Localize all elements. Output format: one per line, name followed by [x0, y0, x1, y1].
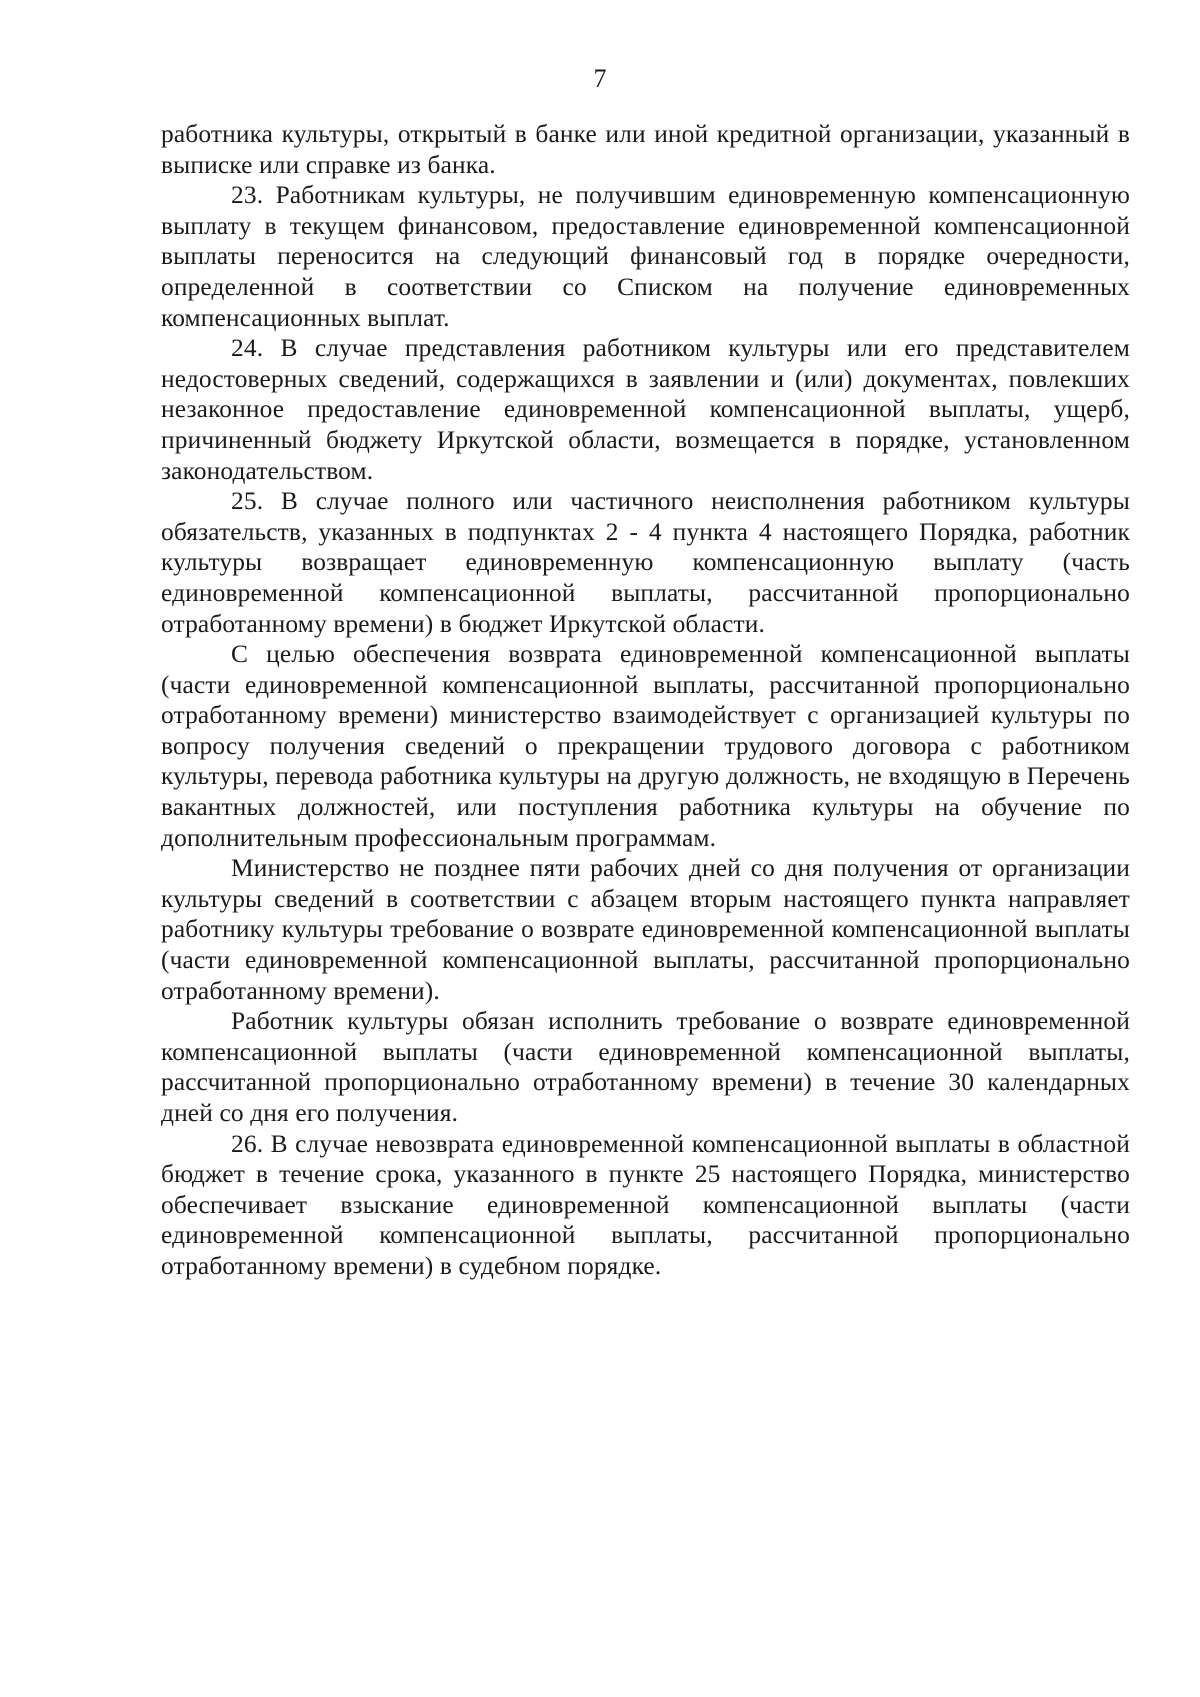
- document-body: [161, 119, 1130, 1282]
- paragraph-item-26: 26. В случае невозврата единовременной компенсационной выплаты в областной бюджет в течение срока, указанного в пункте 25 настоящего Порядка, министерство обеспечивает взыскание единовременной компенсационной выплаты (части единовременной компенсационной выплаты, рассчитанной пропорционально отработанному времени) в судебном порядке.: [161, 1129, 1130, 1280]
- paragraph-item-23: 23. Работникам культуры, не получившим единовременную компенсационную выплату в текущем финансовом, предоставление единовременной компенсационной выплаты переносится на следующий финансовый год в порядке очередности, определенной в соответствии со Списком на получение единовременных компенсационных выплат.: [161, 181, 1130, 332]
- paragraph-item-25-part-4: Работник культуры обязан исполнить требование о возврате единовременной компенсационной выплаты (части единовременной компенсационной выплаты, рассчитанной пропорционально отработанному времени) в течение 30 календарных дней со дня его получения.: [161, 1007, 1130, 1127]
- paragraph-continuation: работника культуры, открытый в банке или иной кредитной организации, указанный в выписке или справке из банка.: [161, 120, 1130, 179]
- page-number: 7: [593, 64, 607, 93]
- paragraph-item-25: 25. В случае полного или частичного неисполнения работником культуры обязательств, указанных в подпунктах 2 - 4 пункта 4 настоящего Порядка, работник культуры возвращает единовременную компенсационную выплату (часть единовременной компенсационной выплаты, рассчитанной пропорционально отработанному времени) в бюджет Иркутской области.: [161, 487, 1130, 638]
- paragraph-item-25-part-2: С целью обеспечения возврата единовременной компенсационной выплаты (части единовременной компенсационной выплаты, рассчитанной пропорционально отработанному времени) министерство взаимодействует с организацией культуры по вопросу получения сведений о прекращении трудового договора с работником культуры, перевода работника культуры на другую должность, не входящую в Перечень вакантных должностей, или поступления работника культуры на обучение по дополнительным профессиональным программам.: [161, 640, 1130, 852]
- paragraph-item-25-part-3: Министерство не позднее пяти рабочих дней со дня получения от организации культуры сведений в соответствии с абзацем вторым настоящего пункта направляет работнику культуры требование о возврате единовременной компенсационной выплаты (части единовременной компенсационной выплаты, рассчитанной пропорционально отработанному времени).: [161, 854, 1130, 1005]
- paragraph-item-24: 24. В случае представления работником культуры или его представителем недостоверных сведений, содержащихся в заявлении и (или) документах, повлекших незаконное предоставление единовременной компенсационной выплаты, ущерб, причиненный бюджету Иркутской области, возмещается в порядке, установленном законодательством.: [161, 334, 1130, 485]
